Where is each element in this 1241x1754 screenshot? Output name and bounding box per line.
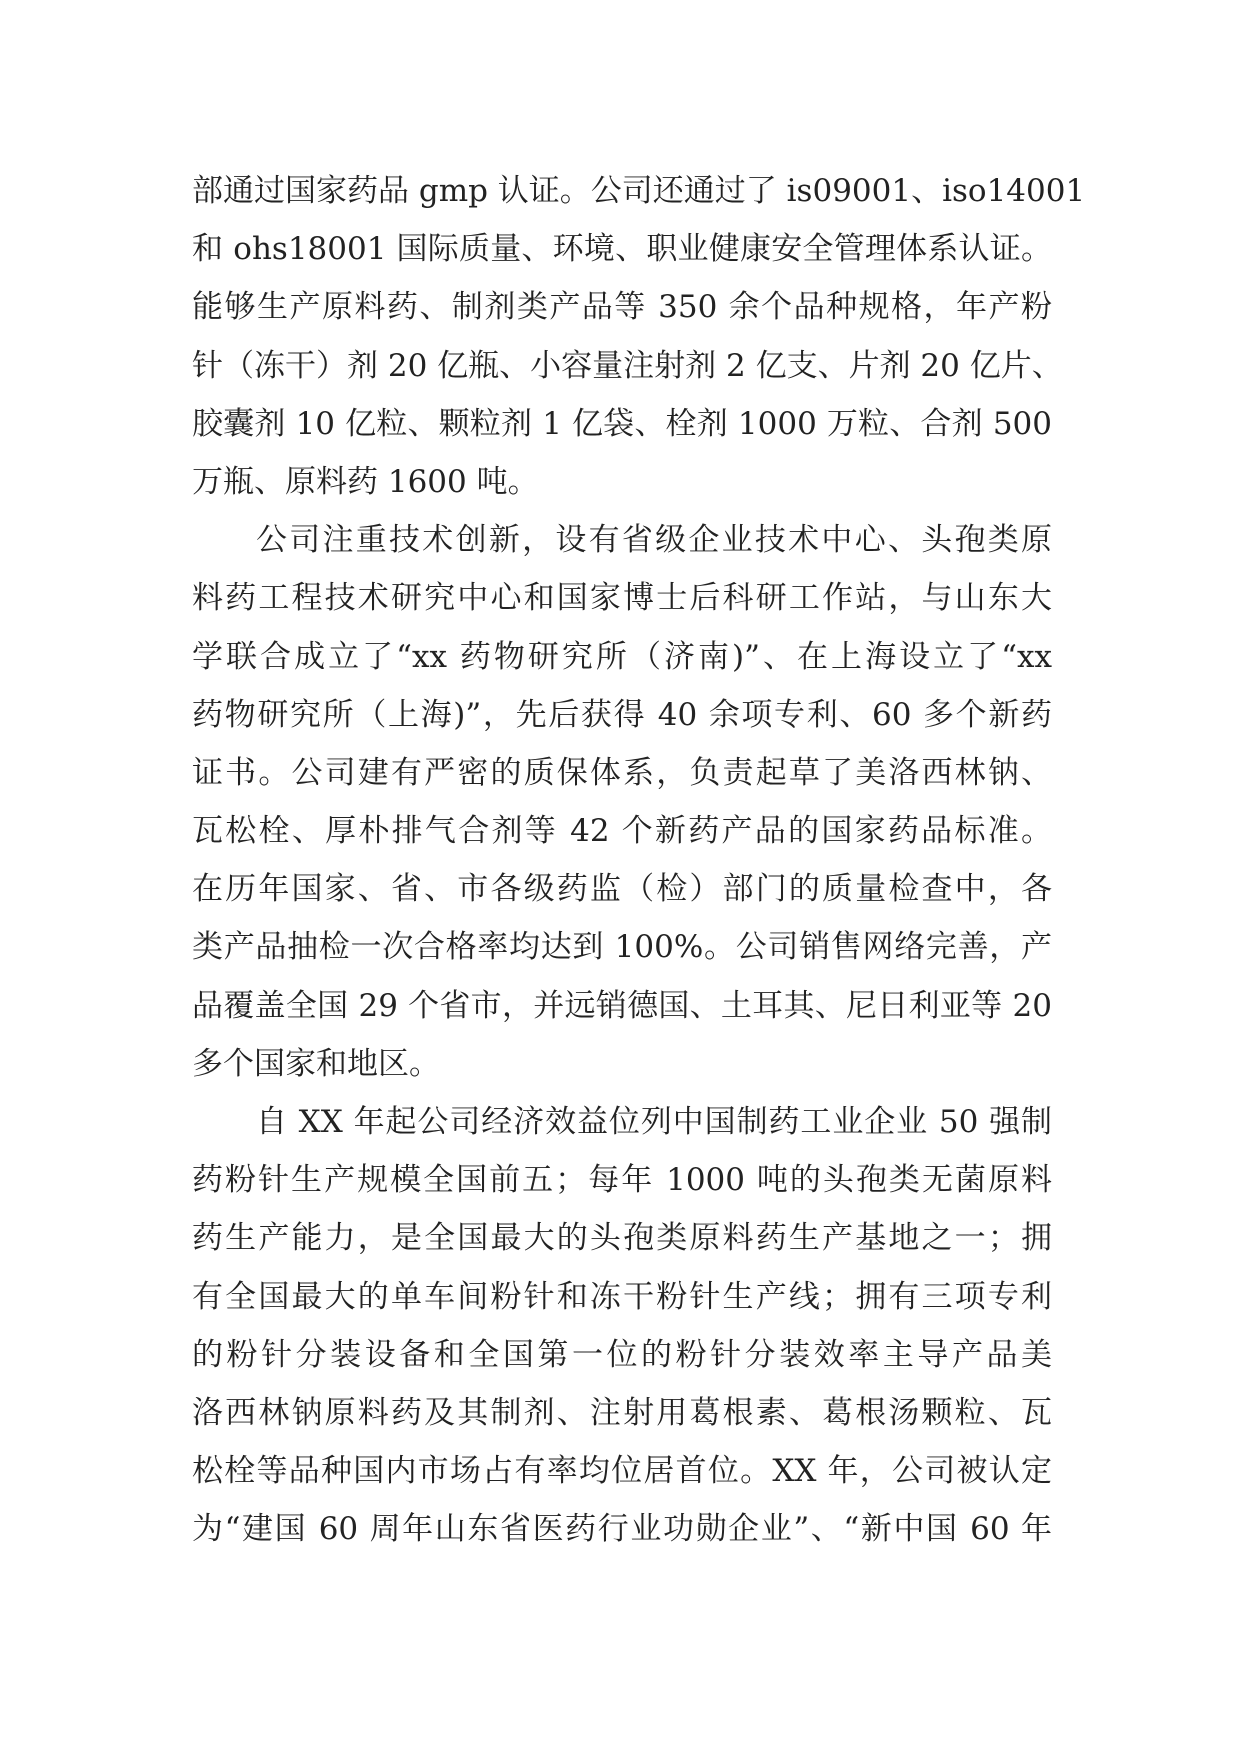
text-line: 公司注重技术创新，设有省级企业技术中心、头孢类原: [256, 522, 1052, 559]
text-line: 松栓等品种国内市场占有率均位居首位。XX 年，公司被认定: [192, 1453, 1052, 1490]
text-line: 药物研究所（上海)”，先后获得 40 余项专利、60 多个新药: [192, 696, 1052, 733]
text-line: 药生产能力，是全国最大的头孢类原料药生产基地之一；拥: [192, 1220, 1052, 1257]
text-line: 为“建国 60 周年山东省医药行业功勋企业”、“新中国 60 年: [192, 1511, 1052, 1548]
text-line: 自 XX 年起公司经济效益位列中国制药工业企业 50 强制: [256, 1104, 1052, 1140]
text-line: 多个国家和地区。: [192, 1045, 440, 1082]
text-line: 类产品抽检一次合格率均达到 100%。公司销售网络完善，产: [192, 929, 1052, 966]
document-body: [192, 162, 1086, 1559]
text-line: 的粉针分装设备和全国第一位的粉针分装效率主导产品美: [192, 1336, 1052, 1373]
text-line: 胶囊剂 10 亿粒、颗粒剂 1 亿袋、栓剂 1000 万粒、合剂 500: [192, 405, 1052, 442]
text-line: 能够生产原料药、制剂类产品等 350 余个品种规格，年产粉: [192, 289, 1052, 326]
text-line: 料药工程技术研究中心和国家博士后科研工作站，与山东大: [192, 580, 1052, 617]
text-line: 在历年国家、省、市各级药监（检）部门的质量检查中，各: [192, 871, 1052, 908]
text-line: 学联合成立了“xx 药物研究所（济南)”、在上海设立了“xx: [192, 638, 1052, 675]
text-line: 针（冻干）剂 20 亿瓶、小容量注射剂 2 亿支、片剂 20 亿片、: [192, 347, 1063, 384]
text-line: 和 ohs18001 国际质量、环境、职业健康安全管理体系认证。: [192, 231, 1052, 268]
text-line: 万瓶、原料药 1600 吨。: [192, 463, 539, 500]
text-line: 药粉针生产规模全国前五；每年 1000 吨的头孢类无菌原料: [192, 1162, 1052, 1199]
text-line: 品覆盖全国 29 个省市，并远销德国、土耳其、尼日利亚等 20: [192, 987, 1052, 1024]
text-line: 瓦松栓、厚朴排气合剂等 42 个新药产品的国家药品标准。: [192, 813, 1052, 850]
text-line: 证书。公司建有严密的质保体系，负责起草了美洛西林钠、: [192, 754, 1052, 791]
text-line: 洛西林钠原料药及其制剂、注射用葛根素、葛根汤颗粒、瓦: [192, 1394, 1052, 1431]
text-line: 部通过国家药品 gmp 认证。公司还通过了 is09001、iso14001: [192, 173, 1086, 209]
text-line: 有全国最大的单车间粉针和冻干粉针生产线；拥有三项专利: [192, 1278, 1052, 1315]
